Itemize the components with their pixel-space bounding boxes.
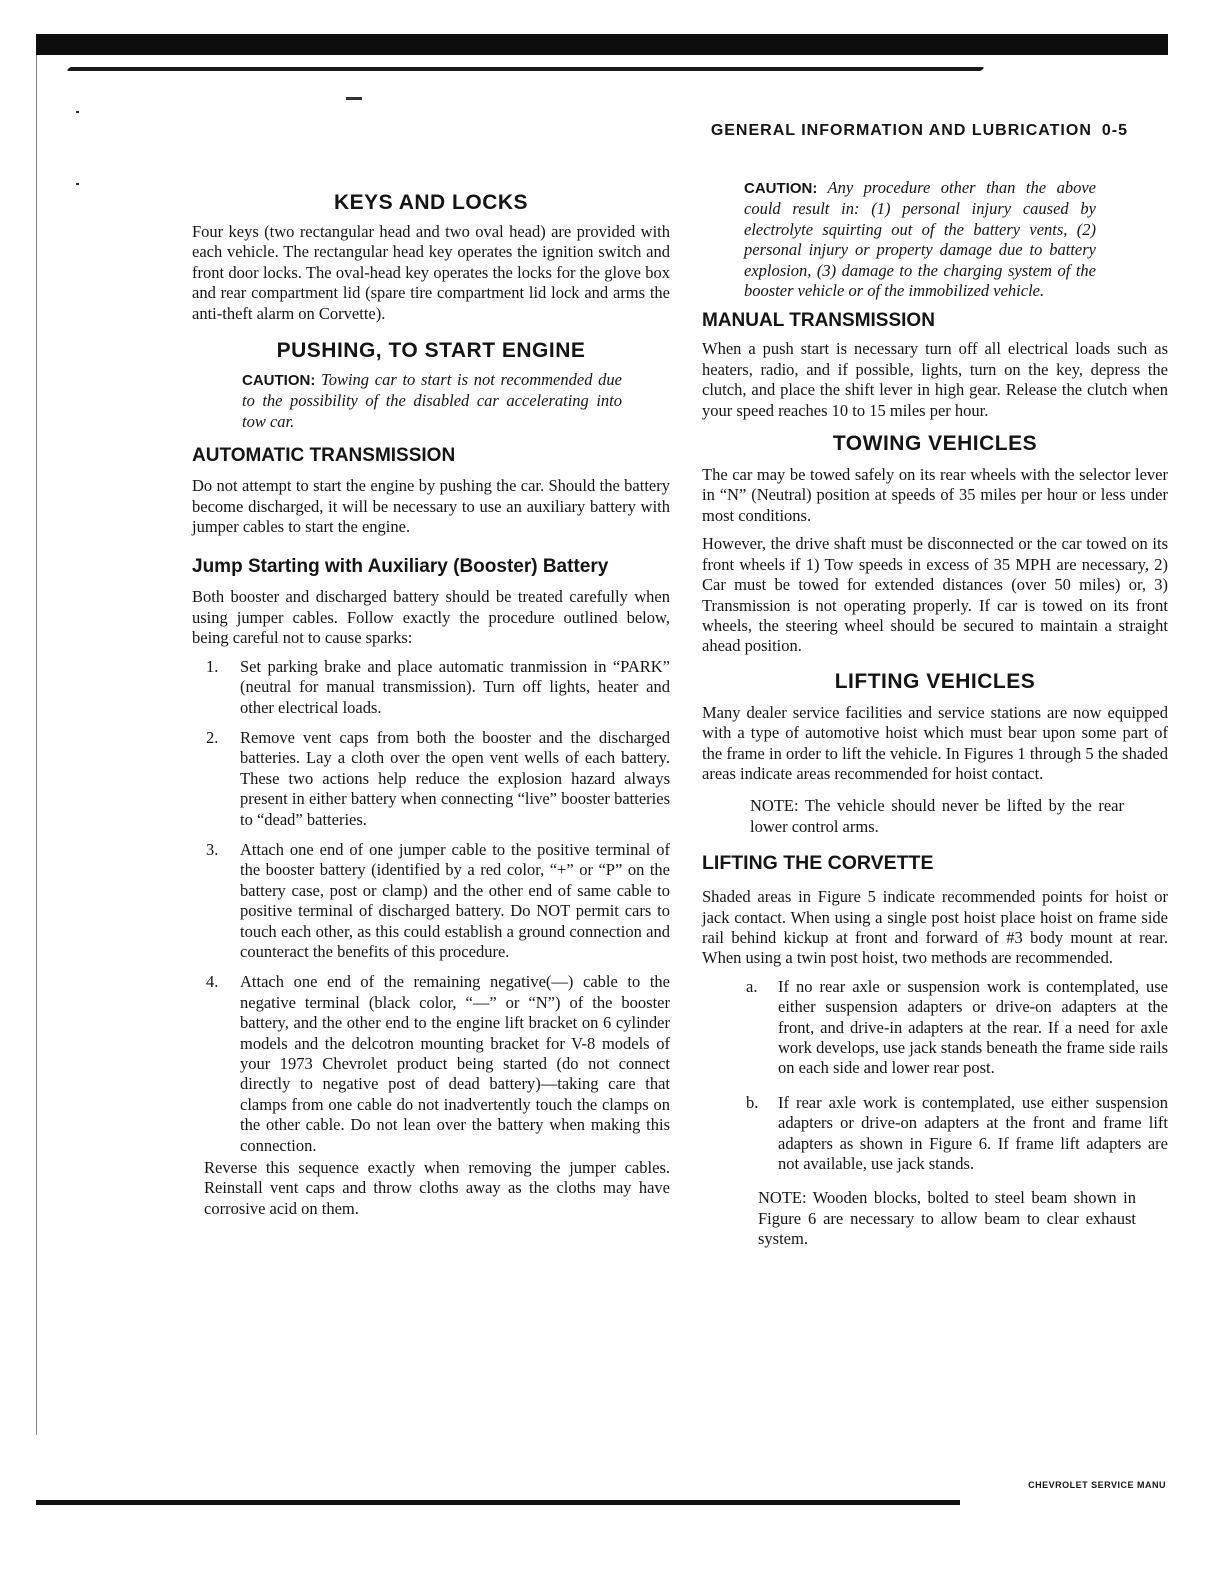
list-item: [732, 1093, 1168, 1175]
corvette-items: [702, 977, 1168, 1175]
battery-caution: [744, 178, 1096, 301]
pushing-caution: [242, 370, 622, 432]
top-rule: [66, 67, 984, 71]
manual-body: When a push start is necessary turn off all electrical loads such as heaters, radio, and if possible, lights, turn on the key, depress the clutch, and place the shift lever in high gear. Release the clutch when your speed reaches 10 to 15 miles per hour.: [702, 339, 1168, 420]
jump-closing: Reverse this sequence exactly when removing the jumper cables. Reinstall vent caps and throw cloths away as the cloths may have corrosive acid on them.: [204, 1158, 670, 1218]
lifting-note: NOTE: The vehicle should never be lifted by the rear lower control arms.: [750, 796, 1124, 836]
step-marker: 2.: [206, 727, 219, 747]
step-text: Attach one end of one jumper cable to the positive terminal of the booster battery (identified by a red color, “+” or “P” on the battery case, post or clamp) and the other end of same cable to positive terminal of discharged battery. Do NOT permit cars to touch each other, as this could establish a ground connection and counteract the benefits of this procedure.: [240, 839, 670, 961]
towing-heading: TOWING VEHICLES: [832, 432, 1038, 456]
caution-text: Any procedure other than the above could result in: (1) personal injury caused by electrolyte squirting out of the battery vents, (2) personal injury or property damage due to battery explosion, (3) damage to the charging system of the booster vehicle or of the immobilized vehicle.: [744, 178, 1096, 301]
list-item: [192, 657, 670, 718]
list-item: [192, 728, 670, 830]
caution-label: CAUTION:: [242, 372, 316, 390]
caution-label: CAUTION:: [744, 180, 818, 197]
scan-speck: [76, 183, 79, 185]
list-item: [192, 840, 670, 962]
pushing-heading: PUSHING, TO START ENGINE: [276, 339, 586, 363]
page-number: 0-5: [1101, 122, 1128, 139]
corvette-heading: LIFTING THE CORVETTE: [702, 852, 934, 875]
jump-intro: Both booster and discharged battery should be treated carefully when using jumper cables. Follow exactly the procedure outlined below, being careful not to cause sparks:: [192, 587, 670, 648]
step-marker: 3.: [206, 839, 219, 859]
step-text: Set parking brake and place automatic tranmission in “PARK” (neutral for manual transmission). Turn off lights, heater and other electrical loads.: [240, 656, 670, 717]
item-marker: b.: [746, 1092, 759, 1112]
scan-speck: [346, 97, 362, 100]
step-text: Remove vent caps from both the booster and the discharged batteries. Lay a cloth over the open vent wells of each battery. These two actions help reduce the explosion hazard always present in either battery when connecting “live” booster batteries to “dead” batteries.: [240, 727, 670, 829]
bottom-rule: [36, 1500, 960, 1505]
left-margin-rule: [36, 55, 37, 1435]
step-marker: 4.: [206, 972, 219, 992]
towing-para-1: The car may be towed safely on its rear wheels with the selector lever in “N” (Neutral) position at speeds of 35 miles per hour or less under most conditions.: [702, 465, 1168, 525]
left-column: [192, 190, 670, 1219]
item-marker: a.: [746, 976, 758, 996]
footer-text: CHEVROLET SERVICE MANU: [1028, 1480, 1166, 1490]
item-text: If no rear axle or suspension work is contemplated, use either suspension adapters or drive-on adapters at the front, and drive-in adapters at the rear. If a need for axle work develops, use jack stands beneath the frame side rails on each side and lower rear post.: [778, 976, 1168, 1078]
caution-text: Towing car to start is not recommended due to the possibility of the disabled car accelerating into tow car.: [242, 370, 622, 431]
towing-para-2: However, the drive shaft must be disconnected or the car towed on its front wheels if 1) Tow speeds in excess of 35 MPH are necessary, 2) Car must be towed for extended distances (over 50 miles) or, 3) Transmission is not operating properly. If car is towed on its front wheels, the steering wheel should be secured to maintain a straight ahead position.: [702, 534, 1168, 656]
lifting-body: Many dealer service facilities and service stations are now equipped with a type of automotive hoist which must bear upon some part of the frame in order to lift the vehicle. In Figures 1 through 5 the shaded areas indicate areas recommended for hoist contact.: [702, 702, 1168, 783]
item-text: If rear axle work is contemplated, use either suspension adapters or drive-on adapters at the front and frame lift adapters as shown in Figure 6. If frame lift adapters are not available, use jack stands.: [778, 1092, 1168, 1174]
list-item: [732, 977, 1168, 1079]
step-text: Attach one end of the remaining negative(—) cable to the negative terminal (black color, “—” or “N”) of the booster battery, and the other end to the engine lift bracket on 6 cylinder models and the delcotron mounting bracket for V-8 models of your 1973 Chevrolet product being started (do not connect directly to negative post of dead battery)—taking care that clamps from one cable do not inadvertently touch the clamps on the other cable. Do not lean over the battery when making this connection.: [240, 972, 670, 1155]
top-border-bar: [36, 34, 1168, 55]
corvette-note: NOTE: Wooden blocks, bolted to steel beam shown in Figure 6 are necessary to allow beam to clear exhaust system.: [758, 1188, 1136, 1249]
jump-heading: Jump Starting with Auxiliary (Booster) Battery: [192, 556, 609, 578]
scan-speck: [76, 111, 79, 113]
section-title: GENERAL INFORMATION AND LUBRICATION: [710, 122, 1092, 139]
manual-heading: MANUAL TRANSMISSION: [702, 310, 935, 332]
jump-steps: [192, 657, 670, 1156]
step-marker: 1.: [206, 656, 219, 676]
running-header: [711, 122, 1128, 140]
list-item: [192, 972, 670, 1156]
corvette-body: Shaded areas in Figure 5 indicate recommended points for hoist or jack contact. When using a single post hoist place hoist on frame side rail behind kickup at front and forward of #3 body mount at rear. When using a twin post hoist, two methods are recommended.: [702, 887, 1168, 968]
lifting-heading: LIFTING VEHICLES: [834, 669, 1036, 693]
keys-locks-heading: KEYS AND LOCKS: [333, 191, 529, 214]
right-column: [702, 178, 1168, 1250]
automatic-heading: AUTOMATIC TRANSMISSION: [192, 445, 456, 467]
automatic-body: Do not attempt to start the engine by pushing the car. Should the battery become discharged, it will be necessary to use an auxiliary battery with jumper cables to start the engine.: [192, 476, 670, 537]
keys-locks-body: Four keys (two rectangular head and two oval head) are provided with each vehicle. The rectangular head key operates the ignition switch and front door locks. The oval-head key operates the locks for the glove box and rear compartment lid (spare tire compartment lid lock and arms the anti-theft alarm on Corvette).: [192, 222, 670, 323]
